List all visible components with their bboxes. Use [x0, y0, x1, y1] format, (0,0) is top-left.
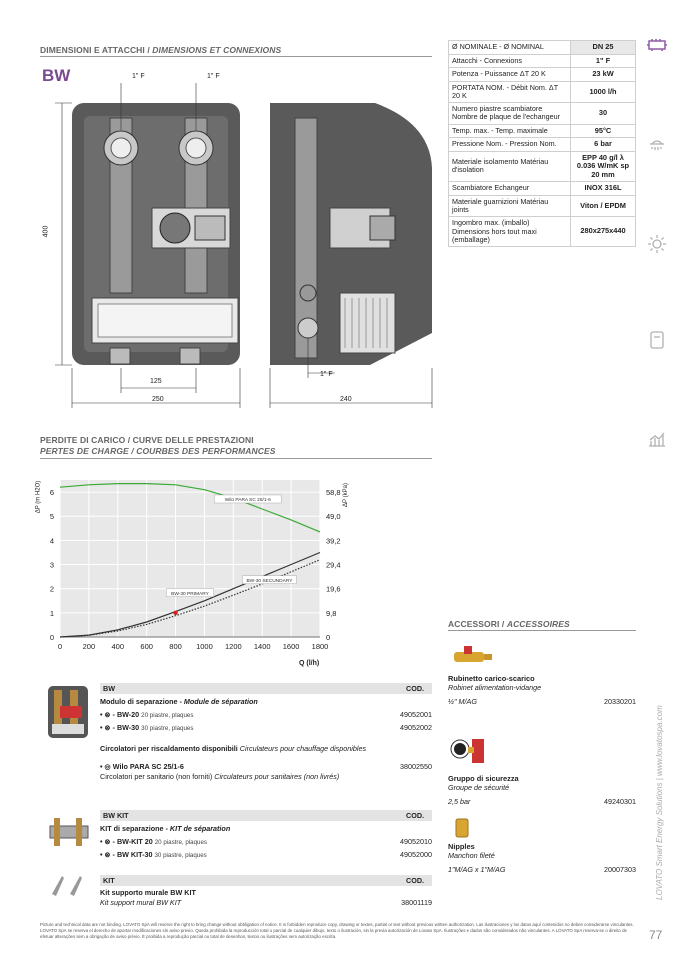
dims-rule	[40, 56, 432, 57]
spec-value: 95°C	[571, 124, 636, 138]
spec-label: PORTATA NOM. - Débit Nom. ΔT 20 K	[449, 81, 571, 103]
side-brand-text: LOVATO Smart Energy Solutions | www.lovatospa.com	[655, 705, 664, 900]
spec-row	[449, 124, 636, 138]
chart-y-tick-left: 3	[49, 560, 54, 570]
product-item-code: 49052010	[400, 837, 432, 846]
product-item-code: 49052001	[400, 710, 432, 719]
product-image-bw	[44, 682, 92, 742]
product-image-kit	[44, 812, 94, 852]
product-item-desc: 30 piastre, plaques	[154, 852, 207, 859]
chart-series-label: Wilo PARA SC 25/1-6	[224, 497, 271, 503]
nipple-image	[452, 817, 472, 839]
product-item-code: 49052002	[400, 723, 432, 732]
chart-x-tick: 400	[111, 642, 125, 651]
accessory-fr: Manchon fileté	[448, 851, 495, 860]
product-item: • ⊗ - BW KIT-30 30 piastre, plaques 49052000	[100, 850, 432, 859]
spec-label: Pressione Nom. - Pression Nom.	[449, 138, 571, 152]
perf-title-fr: PERTES DE CHARGE / COURBES DES PERFORMANCES	[40, 446, 276, 456]
page-number: 77	[649, 928, 663, 942]
chart-ylabel-right: ΔP (kPa)	[342, 483, 349, 507]
chart-x-tick: 1200	[224, 642, 242, 651]
spec-row	[449, 54, 636, 68]
product-item: • ⊗ - BW-20 20 piastre, plaques 49052001	[100, 710, 432, 719]
chart-xlabel: Q (l/h)	[299, 660, 320, 667]
sun-icon	[647, 234, 667, 254]
accessory-spec: ½" M/AG	[448, 697, 477, 706]
product-item-name: BW KIT-30	[116, 850, 153, 859]
spec-value: 280x275x440	[571, 217, 636, 247]
conn-label-3: 1" F	[320, 371, 333, 378]
dims-title: DIMENSIONI E ATTACCHI / DIMENSIONS ET CONNEXIONS	[40, 45, 282, 55]
product-kit: BW KIT COD. KIT di separazione - KIT de séparation • ⊗ - BW-KIT 20 20 piastre, plaques 49052010 • ⊗ - BW KIT-30 30 piastre, plaques 49052000	[100, 811, 432, 859]
chart-ylabel-left: ΔP (m H2O)	[35, 480, 42, 514]
spec-value: 6 bar	[571, 138, 636, 152]
product-item-name: BW-20	[116, 710, 140, 719]
spec-row	[449, 138, 636, 152]
spec-row	[449, 195, 636, 217]
chart-x-tick: 1600	[282, 642, 300, 651]
device-icon	[649, 331, 665, 349]
accessory-spec: 1"M/AG x 1"M/AG	[448, 865, 506, 874]
dim-height: 400	[42, 225, 50, 238]
chart-y-tick-right: 19,6	[326, 584, 341, 594]
spec-value: 30	[571, 103, 636, 125]
accessory-item	[448, 674, 636, 706]
chart-plot-area	[60, 480, 320, 637]
acc-title: ACCESSORI / ACCESSOIRES	[448, 619, 570, 629]
product-image-wall	[48, 870, 88, 900]
chart-y-tick-right: 58,8	[326, 488, 341, 498]
product-bw: BW COD. Modulo di separazione - Module de séparation • ⊗ - BW-20 20 piastre, plaques 49052001 • ⊗ - BW-30 30 piastre, plaques 49052002 Circolatori per riscaldamento disponibili Circulateurs pour chauffage disponibles • ◎ Wilo PARA SC 25/1-6 38002550 Circolatori per sanitario (non forniti) Circulateurs pour sanitaires (non livrés)	[100, 684, 432, 781]
accessory-name: Nipples	[448, 842, 475, 851]
chart-y-tick-right: 0	[326, 633, 331, 642]
accessory-name: Gruppo di sicurezza	[448, 774, 519, 783]
chart-x-tick: 0	[57, 642, 63, 651]
stats-icon	[647, 430, 667, 448]
chart-y-tick-left: 4	[49, 536, 54, 546]
conn-label-2: 1" F	[207, 73, 220, 80]
footer-disclaimer: Picture and technical data are not binding. LOVATO SpA will reserve the right to bring change without obbligation of notice. It is forbidden reproduce copy, drawing or textes, partial or text without previous written authorization. Las ilustraciones y los datos aquí contenidos no deben considerarse vinculantes. LOVATO SpA se reserva el derecho de aportar modificaciones sin aviso previo. Queda prohibida la reproducción total o parcial de cualquier dibujo, texto o ilustración, sin la previa autorización de Lovato SpA. Ilustrações e dados são considerados não vinculantes. A LOVATO SpA reserva-se o direito de efetuar alterações sem a obrigação de aviso prévio. É proibida a reprodução parcial ou total de desenhos, textos ou ilustrações sem autorização escrita.	[40, 922, 634, 939]
chart-y-tick-right: 49,0	[326, 512, 341, 522]
perf-title-it: PERDITE DI CARICO / CURVE DELLE PRESTAZIONI	[40, 435, 254, 445]
spec-row	[449, 217, 636, 247]
dim-125: 125	[150, 378, 162, 385]
accessory-item	[448, 842, 636, 874]
spec-row	[449, 182, 636, 196]
chart-series-label: BW-30 SECUNDARY	[246, 578, 293, 584]
product-item: • ⊗ - BW-KIT 20 20 piastre, plaques 49052010	[100, 837, 432, 846]
spec-value: DN 25	[571, 41, 636, 55]
spec-label: Ø NOMINALE - Ø NOMINAL	[449, 41, 571, 55]
spec-value: 23 kW	[571, 68, 636, 82]
spec-value: INOX 316L	[571, 182, 636, 196]
spec-label: Ingombro max. (imballo) Dimensions hors tout maxi (emballage)	[449, 217, 571, 247]
spec-label: Temp. max. - Temp. maximale	[449, 124, 571, 138]
product-item-desc: 20 piastre, plaques	[154, 839, 208, 846]
spec-row	[449, 103, 636, 125]
spec-label: Materiale guarnizioni Matériau joints	[449, 195, 571, 217]
drain-valve-image	[450, 642, 495, 672]
accessory-fr: Robinet alimentation-vidange	[448, 683, 542, 692]
chart-y-tick-right: 39,2	[326, 536, 341, 546]
spec-value: Viton / EPDM	[571, 195, 636, 217]
spec-label: Potenza - Puissance ΔT 20 K	[449, 68, 571, 82]
model-title: BW	[42, 66, 71, 85]
chart-y-tick-left: 0	[49, 633, 54, 642]
acc-rule	[448, 630, 636, 631]
chart-x-tick: 200	[82, 642, 96, 651]
accessory-code: 20330201	[604, 697, 636, 706]
accessory-item	[448, 774, 636, 806]
product-item-desc: 20 piastre, plaques	[141, 712, 194, 719]
spec-value: 1" F	[571, 54, 636, 68]
product-item: • ⊗ - BW-30 30 piastre, plaques 49052002	[100, 723, 432, 732]
accessory-spec: 2,5 bar	[448, 797, 471, 806]
product-item-name: BW-30	[116, 723, 140, 732]
accessory-code: 49240301	[604, 797, 636, 806]
chart-x-tick: 600	[140, 642, 153, 651]
heating-icon	[647, 37, 667, 53]
chart-x-tick: 1400	[253, 642, 271, 651]
product-item-desc: 30 piastre, plaques	[141, 725, 194, 732]
spec-value: EPP 40 g/l λ 0.036 W/mK sp 20 mm	[571, 151, 636, 182]
spec-label: Attacchi - Connexions	[449, 54, 571, 68]
spec-table	[448, 40, 636, 247]
chart-series-label: BW-30 PRIMARY	[171, 591, 209, 597]
chart-operating-point	[173, 611, 177, 615]
shower-icon	[648, 138, 666, 154]
chart-y-tick-left: 6	[49, 488, 54, 498]
spec-label: Materiale isolamento Matériau d'isolation	[449, 151, 571, 182]
spec-row	[449, 68, 636, 82]
chart-x-tick: 1800	[311, 642, 329, 651]
conn-label-1: 1" F	[132, 73, 145, 80]
chart-x-tick: 800	[169, 642, 182, 651]
chart-y-tick-right: 9,8	[326, 608, 337, 618]
product-item-code: 49052000	[400, 850, 432, 859]
product-item-name: BW-KIT 20	[116, 837, 153, 846]
performance-chart	[40, 468, 360, 668]
chart-y-tick-left: 2	[49, 584, 54, 594]
spec-value: 1000 l/h	[571, 81, 636, 103]
chart-y-tick-right: 29,4	[326, 560, 341, 570]
dim-240: 240	[340, 396, 352, 403]
chart-y-tick-left: 5	[49, 512, 54, 522]
accessory-name: Rubinetto carico-scarico	[448, 674, 535, 683]
spec-row	[449, 151, 636, 182]
spec-label: Scambiatore Echangeur	[449, 182, 571, 196]
accessory-fr: Groupe de sécurité	[448, 783, 510, 792]
perf-rule	[40, 458, 432, 459]
spec-row	[449, 41, 636, 55]
dimension-drawing	[40, 68, 440, 413]
product-wall-kit: KIT COD. Kit supporto murale BW KIT Kit support mural BW KIT 38001119	[100, 876, 432, 907]
chart-y-tick-left: 1	[49, 608, 54, 618]
dim-250: 250	[152, 396, 164, 403]
chart-x-tick: 1000	[196, 642, 213, 651]
accessory-code: 20007303	[604, 865, 636, 874]
spec-label: Numero piastre scambiatore Nombre de plaque de l'echangeur	[449, 103, 571, 125]
spec-row	[449, 81, 636, 103]
safety-group-image	[448, 733, 493, 768]
